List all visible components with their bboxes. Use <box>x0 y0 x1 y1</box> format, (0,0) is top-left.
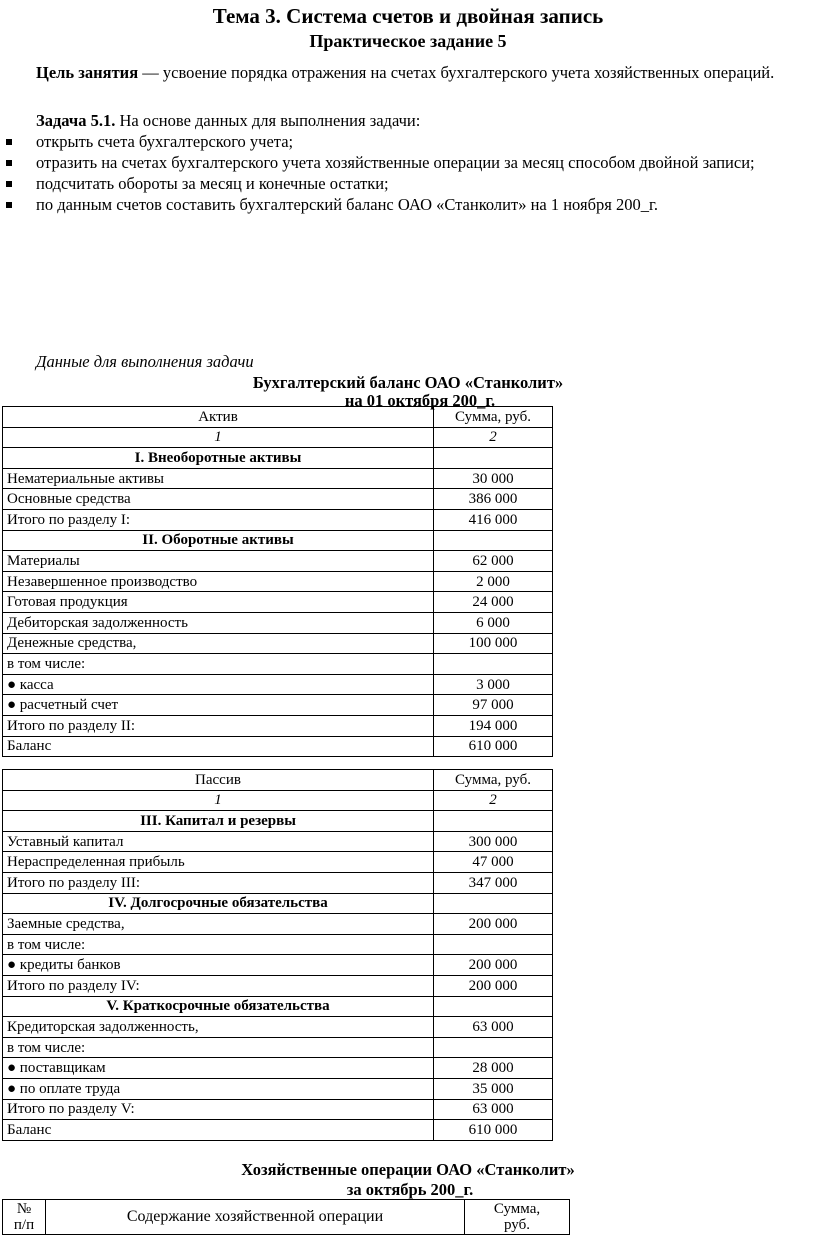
table-row <box>3 852 553 873</box>
task-list <box>0 132 816 216</box>
table-row <box>3 612 553 633</box>
table-row <box>3 695 553 716</box>
goal-text: — усвоение порядка отражения на счетах бухгалтерского учета хозяйственных операций. <box>138 63 775 82</box>
task-item-text: отразить на счетах бухгалтерского учета хозяйственные операции за месяц способом двойной записи; <box>36 153 755 172</box>
row-label: Материалы <box>3 551 434 572</box>
row-value: 386 000 <box>434 489 553 510</box>
square-bullet-icon <box>6 181 12 187</box>
row-value <box>434 996 553 1017</box>
square-bullet-icon <box>6 139 12 145</box>
table-row <box>3 914 553 935</box>
row-label: Итого по разделу IV: <box>3 975 434 996</box>
table-row <box>3 1058 553 1079</box>
row-label: ● поставщикам <box>3 1058 434 1079</box>
row-value: 62 000 <box>434 551 553 572</box>
header-text: руб. <box>504 1217 530 1233</box>
table-header-row <box>3 1200 570 1235</box>
row-value: 610 000 <box>434 736 553 757</box>
row-value: 28 000 <box>434 1058 553 1079</box>
table-row <box>3 633 553 654</box>
row-value: 35 000 <box>434 1078 553 1099</box>
row-value: 194 000 <box>434 715 553 736</box>
row-value: 97 000 <box>434 695 553 716</box>
row-value: 610 000 <box>434 1120 553 1141</box>
row-label: Кредиторская задолженность, <box>3 1017 434 1038</box>
table-row <box>3 489 553 510</box>
row-label: Уставный капитал <box>3 831 434 852</box>
table-row <box>3 831 553 852</box>
row-value: 200 000 <box>434 975 553 996</box>
column-header-active: Актив <box>3 407 434 428</box>
table-row <box>3 1017 553 1038</box>
section-row <box>3 996 553 1017</box>
section-row <box>3 530 553 551</box>
task-item-text: открыть счета бухгалтерского учета; <box>36 132 294 151</box>
row-value <box>434 448 553 469</box>
balance-date: на 01 октября 200_г. <box>344 391 496 410</box>
row-value: 63 000 <box>434 1017 553 1038</box>
table-row <box>3 715 553 736</box>
row-label: Заемные средства, <box>3 914 434 935</box>
task-label: Задача 5.1. <box>36 111 116 130</box>
row-value: 63 000 <box>434 1099 553 1120</box>
table-row <box>3 509 553 530</box>
row-label: ● касса <box>3 674 434 695</box>
operations-title: Хозяйственные операции ОАО «Станколит» <box>241 1160 575 1179</box>
row-value: 416 000 <box>434 509 553 530</box>
row-value: 2 000 <box>434 571 553 592</box>
row-value <box>434 654 553 675</box>
row-label: Основные средства <box>3 489 434 510</box>
column-number: 1 <box>3 427 434 448</box>
section-heading: II. Оборотные активы <box>3 530 434 551</box>
section-heading: V. Краткосрочные обязательства <box>3 996 434 1017</box>
row-label: Денежные средства, <box>3 633 434 654</box>
column-header-passive: Пассив <box>3 770 434 791</box>
balance-active-table <box>2 406 553 757</box>
row-value: 47 000 <box>434 852 553 873</box>
table-row <box>3 1099 553 1120</box>
row-value: 30 000 <box>434 468 553 489</box>
row-label: в том числе: <box>3 934 434 955</box>
column-number: 2 <box>434 790 553 811</box>
section-row <box>3 448 553 469</box>
column-header-description: Содержание хозяйственной операции <box>46 1200 465 1235</box>
row-label: Итого по разделу III: <box>3 872 434 893</box>
table-row <box>3 1037 553 1058</box>
row-value <box>434 530 553 551</box>
column-number: 2 <box>434 427 553 448</box>
row-label: в том числе: <box>3 1037 434 1058</box>
row-value <box>434 893 553 914</box>
section-row <box>3 893 553 914</box>
task-heading <box>36 111 420 131</box>
row-label: в том числе: <box>3 654 434 675</box>
operations-table <box>2 1199 570 1235</box>
row-label: Дебиторская задолженность <box>3 612 434 633</box>
header-text: Сумма, <box>493 1201 541 1217</box>
square-bullet-icon <box>6 160 12 166</box>
row-label: Баланс <box>3 736 434 757</box>
row-label: Незавершенное производство <box>3 571 434 592</box>
table-row <box>3 674 553 695</box>
row-label: Готовая продукция <box>3 592 434 613</box>
row-label: ● расчетный счет <box>3 695 434 716</box>
row-value <box>434 934 553 955</box>
table-row <box>3 571 553 592</box>
table-row <box>3 975 553 996</box>
header-text: № <box>16 1201 32 1217</box>
operations-date: за октябрь 200_г. <box>346 1180 474 1199</box>
table-number-row <box>3 790 553 811</box>
row-value <box>434 1037 553 1058</box>
table-row <box>3 872 553 893</box>
section-heading: I. Внеоборотные активы <box>3 448 434 469</box>
row-label: Нематериальные активы <box>3 468 434 489</box>
task-item <box>0 174 816 194</box>
goal-label: Цель занятия <box>36 63 139 82</box>
section-heading: IV. Долгосрочные обязательства <box>3 893 434 914</box>
task-item-text: подсчитать обороты за месяц и конечные остатки; <box>36 174 389 193</box>
row-value: 200 000 <box>434 955 553 976</box>
row-value: 200 000 <box>434 914 553 935</box>
balance-title: Бухгалтерский баланс ОАО «Станколит» <box>252 373 564 392</box>
column-number: 1 <box>3 790 434 811</box>
row-value: 3 000 <box>434 674 553 695</box>
row-value: 6 000 <box>434 612 553 633</box>
row-label: Итого по разделу V: <box>3 1099 434 1120</box>
table-row <box>3 955 553 976</box>
column-header-number <box>3 1200 46 1235</box>
row-label: ● по оплате труда <box>3 1078 434 1099</box>
section-heading: III. Капитал и резервы <box>3 811 434 832</box>
row-label: ● кредиты банков <box>3 955 434 976</box>
task-item <box>0 132 816 152</box>
balance-passive-table <box>2 769 553 1141</box>
task-item <box>0 153 816 173</box>
row-label: Итого по разделу II: <box>3 715 434 736</box>
data-caption: Данные для выполнения задачи <box>36 352 254 371</box>
table-row <box>3 592 553 613</box>
column-header-sum <box>465 1200 570 1235</box>
page-subtitle: Практическое задание 5 <box>309 31 507 51</box>
column-header-sum: Сумма, руб. <box>434 407 553 428</box>
row-value: 347 000 <box>434 872 553 893</box>
task-item-text: по данным счетов составить бухгалтерский баланс ОАО «Станколит» на 1 ноября 200_г. <box>36 195 658 214</box>
table-row <box>3 1120 553 1141</box>
table-row <box>3 551 553 572</box>
table-header-row <box>3 407 553 428</box>
row-value <box>434 811 553 832</box>
section-row <box>3 811 553 832</box>
task-text: На основе данных для выполнения задачи: <box>115 111 421 130</box>
table-row <box>3 468 553 489</box>
table-row <box>3 1078 553 1099</box>
table-row <box>3 736 553 757</box>
row-value: 100 000 <box>434 633 553 654</box>
header-text: п/п <box>13 1217 35 1233</box>
table-number-row <box>3 427 553 448</box>
table-row <box>3 934 553 955</box>
table-header-row <box>3 770 553 791</box>
row-value: 24 000 <box>434 592 553 613</box>
row-label: Нераспределенная прибыль <box>3 852 434 873</box>
goal-paragraph <box>0 63 816 83</box>
square-bullet-icon <box>6 202 12 208</box>
column-header-sum: Сумма, руб. <box>434 770 553 791</box>
row-value: 300 000 <box>434 831 553 852</box>
row-label: Баланс <box>3 1120 434 1141</box>
row-label: Итого по разделу I: <box>3 509 434 530</box>
page-title: Тема 3. Система счетов и двойная запись <box>212 4 604 28</box>
task-item <box>0 195 816 215</box>
table-row <box>3 654 553 675</box>
